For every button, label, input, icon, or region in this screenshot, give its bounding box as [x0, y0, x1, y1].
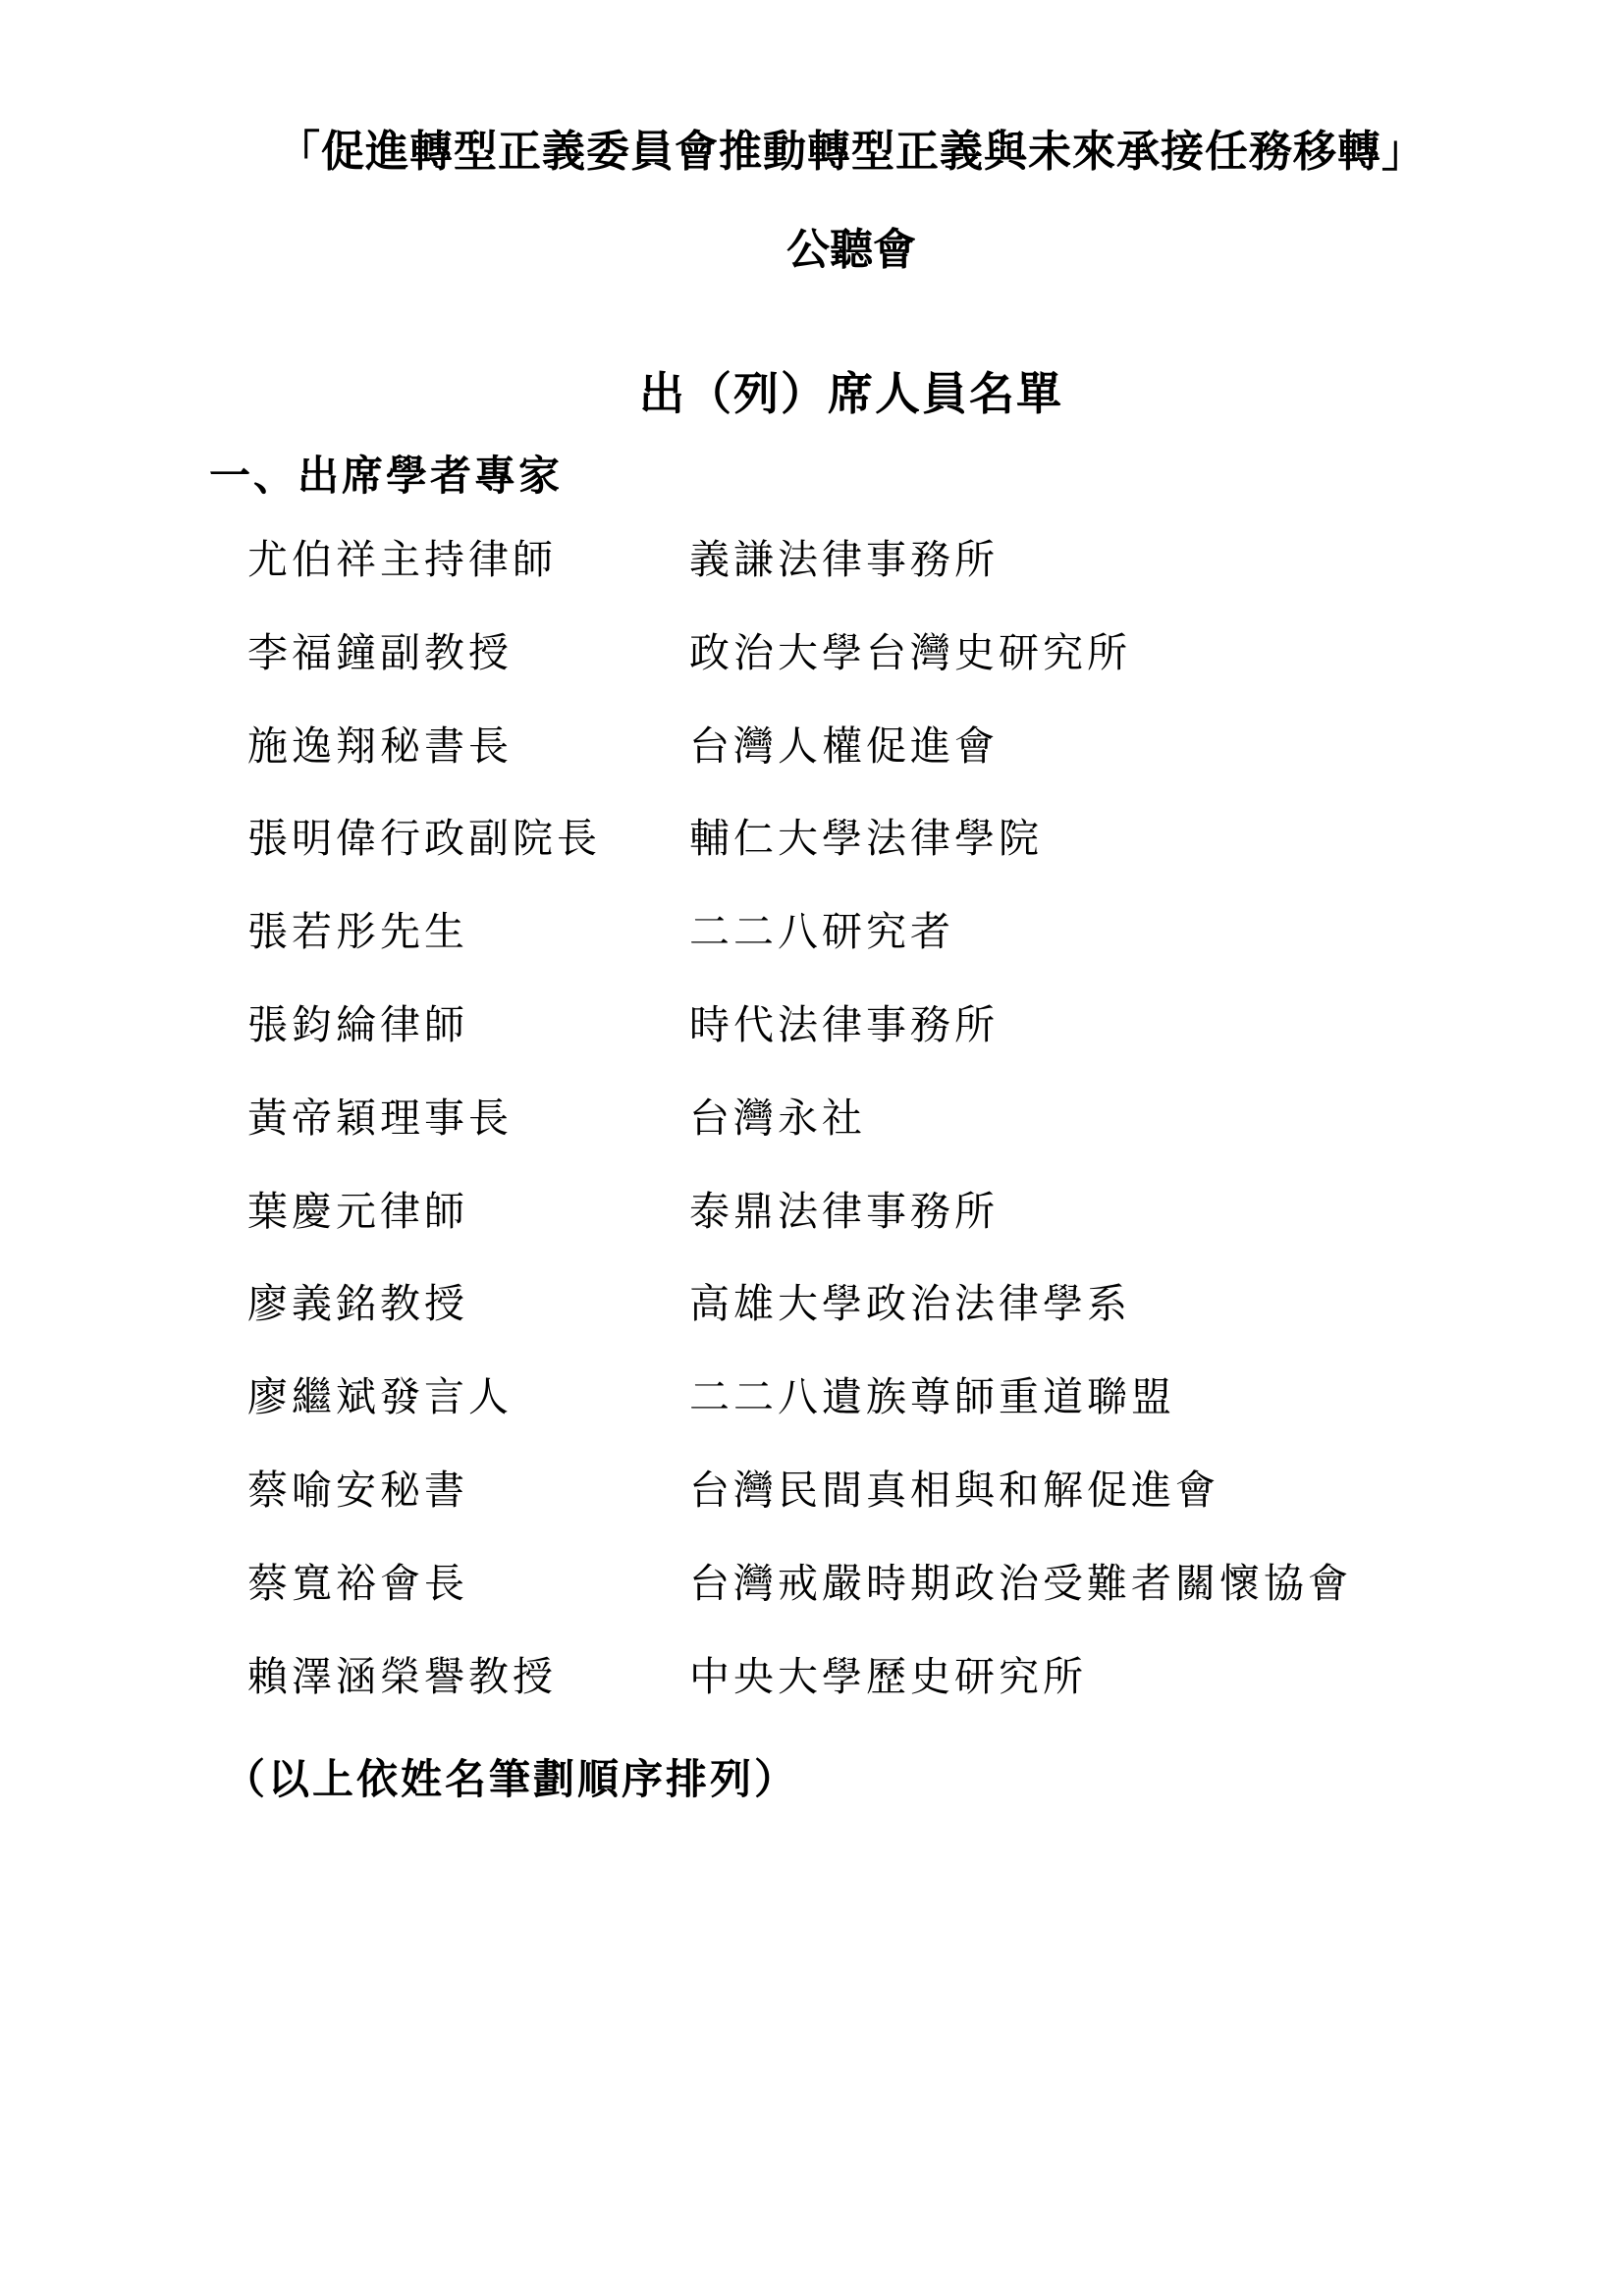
attendee-name-title: 尤伯祥主持律師 [247, 536, 557, 583]
list-item [247, 1461, 1426, 1554]
list-item [247, 995, 1426, 1089]
list-item [247, 902, 1426, 995]
attendee-name-title: 葉慶元律師 [247, 1187, 468, 1235]
attendee-name-title: 張若彤先生 [247, 908, 468, 956]
attendee-name-title: 廖義銘教授 [247, 1280, 468, 1328]
document-subtitle: 公聽會 [786, 225, 916, 275]
attendee-name-title: 蔡寬裕會長 [247, 1559, 468, 1607]
attendee-name-title: 黃帝穎理事長 [247, 1094, 513, 1142]
attendee-list-heading: 出（列）席人員名單 [639, 367, 1063, 420]
ordering-note: （以上依姓名筆劃順序排列） [224, 1755, 799, 1803]
list-item [247, 1274, 1426, 1367]
attendee-organization: 中央大學歷史研究所 [689, 1652, 1087, 1700]
attendee-organization: 高雄大學政治法律學系 [689, 1280, 1131, 1328]
attendee-organization: 台灣人權促進會 [689, 721, 999, 770]
list-item [247, 623, 1426, 717]
attendee-organization: 台灣戒嚴時期政治受難者關懷協會 [689, 1559, 1352, 1607]
attendee-name-title: 張鈞綸律師 [247, 1000, 468, 1048]
attendee-name-title: 賴澤涵榮譽教授 [247, 1652, 557, 1700]
list-item [247, 1182, 1426, 1275]
attendee-organization: 義謙法律事務所 [689, 536, 999, 583]
list-item [247, 1089, 1426, 1182]
attendee-organization: 台灣永社 [689, 1094, 866, 1142]
section-title: 一、出席學者專家 [209, 452, 564, 500]
attendee-organization: 輔仁大學法律學院 [689, 815, 1043, 863]
attendee-organization: 二二八遺族尊師重道聯盟 [689, 1373, 1175, 1421]
document-title: 「促進轉型正義委員會推動轉型正義與未來承接任務移轉」 [277, 127, 1426, 177]
attendee-name-title: 李福鐘副教授 [247, 628, 513, 676]
list-item [247, 530, 1426, 623]
attendee-list [247, 530, 1426, 1739]
attendee-name-title: 廖繼斌發言人 [247, 1373, 513, 1421]
attendee-organization: 二二八研究者 [689, 908, 954, 956]
attendee-organization: 政治大學台灣史研究所 [689, 628, 1131, 676]
attendee-organization: 泰鼎法律事務所 [689, 1187, 999, 1235]
attendee-name-title: 蔡喻安秘書 [247, 1466, 468, 1514]
attendee-organization: 台灣民間真相與和解促進會 [689, 1466, 1219, 1514]
list-item [247, 1367, 1426, 1461]
attendee-organization: 時代法律事務所 [689, 1000, 999, 1048]
list-item [247, 809, 1426, 902]
attendee-name-title: 張明偉行政副院長 [247, 815, 601, 863]
list-item [247, 1554, 1426, 1647]
list-item [247, 717, 1426, 810]
attendee-name-title: 施逸翔秘書長 [247, 721, 513, 770]
list-item [247, 1647, 1426, 1740]
